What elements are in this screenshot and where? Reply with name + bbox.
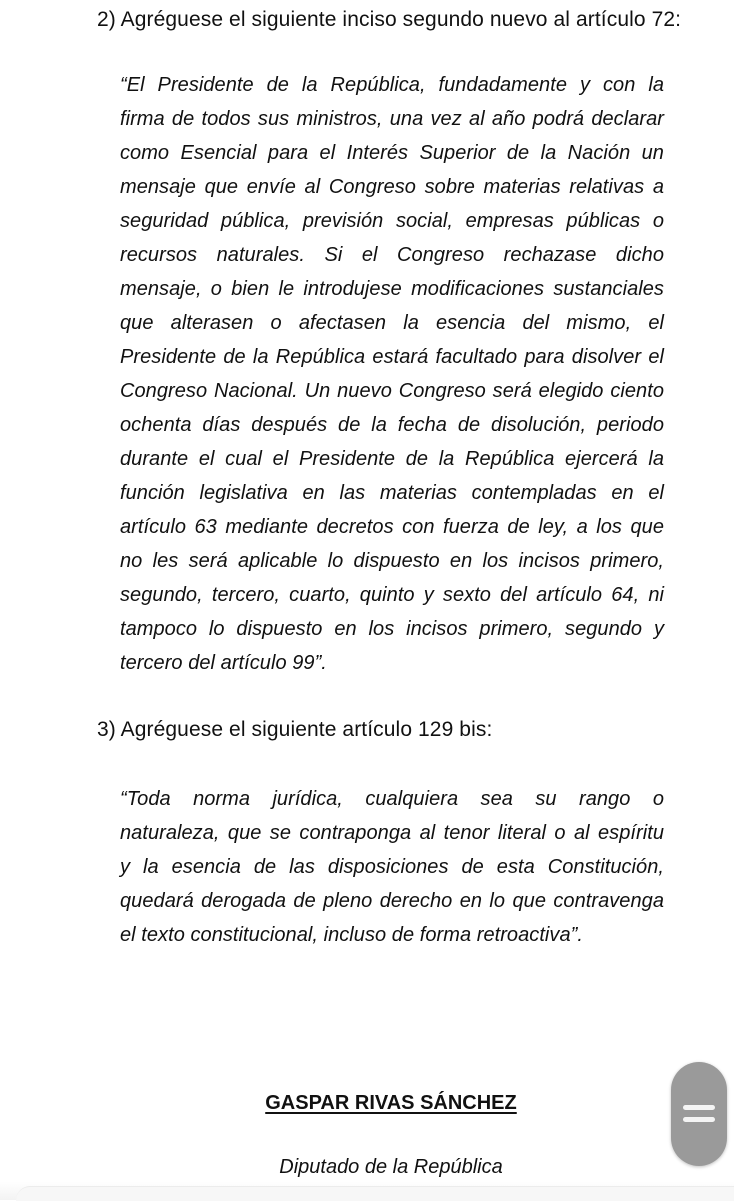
quote-line: segundo, tercero, cuarto, quinto y sexto del artículo 64, ni	[120, 584, 664, 606]
quote-line: como Esencial para el Interés Superior de la Nación un	[120, 142, 664, 164]
section-2-heading: 2) Agréguese el siguiente inciso segundo nuevo al artículo 72:	[97, 8, 682, 31]
section-3-quote	[120, 782, 664, 952]
quote-line: tercero del artículo 99”.	[120, 652, 327, 674]
quote-line: durante el cual el Presidente de la República ejercerá la	[120, 448, 664, 470]
quote-line: no les será aplicable lo dispuesto en los incisos primero,	[120, 550, 664, 572]
viewer-bottom-edge	[0, 1182, 734, 1200]
quote-line: recursos naturales. Si el Congreso rechazase dicho	[120, 244, 664, 266]
quote-line: mensaje, o bien le introdujese modificaciones sustanciales	[120, 278, 664, 300]
quote-line: ochenta días después de la fecha de disolución, periodo	[120, 414, 664, 436]
quote-line: tampoco lo dispuesto en los incisos primero, segundo y	[120, 618, 664, 640]
quote-line: “El Presidente de la República, fundadamente y con la	[120, 74, 664, 96]
signature-title: Diputado de la República	[279, 1156, 503, 1178]
quote-line: y la esencia de las disposiciones de esta Constitución,	[120, 856, 664, 878]
quote-line: que alterasen o afectasen la esencia del mismo, el	[120, 312, 664, 334]
quote-line: Presidente de la República estará facultado para disolver el	[120, 346, 664, 368]
quote-line: función legislativa en las materias contempladas en el	[120, 482, 664, 504]
signature-name: GASPAR RIVAS SÁNCHEZ	[265, 1092, 517, 1114]
section-2-quote	[120, 68, 664, 680]
quote-line: naturaleza, que se contraponga al tenor literal o al espíritu	[120, 822, 664, 844]
quote-line: Congreso Nacional. Un nuevo Congreso será elegido ciento	[120, 380, 664, 402]
viewer-bottom-edge-inner	[16, 1186, 734, 1201]
section-3-heading: 3) Agréguese el siguiente artículo 129 bis:	[97, 718, 493, 741]
scroll-handle[interactable]	[671, 1062, 727, 1166]
quote-line: firma de todos sus ministros, una vez al año podrá declarar	[120, 108, 664, 130]
quote-line: seguridad pública, previsión social, empresas públicas o	[120, 210, 664, 232]
quote-line: artículo 63 mediante decretos con fuerza de ley, a los que	[120, 516, 664, 538]
quote-line: el texto constitucional, incluso de forma retroactiva”.	[120, 924, 583, 946]
quote-line: mensaje que envíe al Congreso sobre materias relativas a	[120, 176, 664, 198]
quote-line: “Toda norma jurídica, cualquiera sea su rango o	[120, 788, 664, 810]
quote-line: quedará derogada de pleno derecho en lo que contravenga	[120, 890, 664, 912]
